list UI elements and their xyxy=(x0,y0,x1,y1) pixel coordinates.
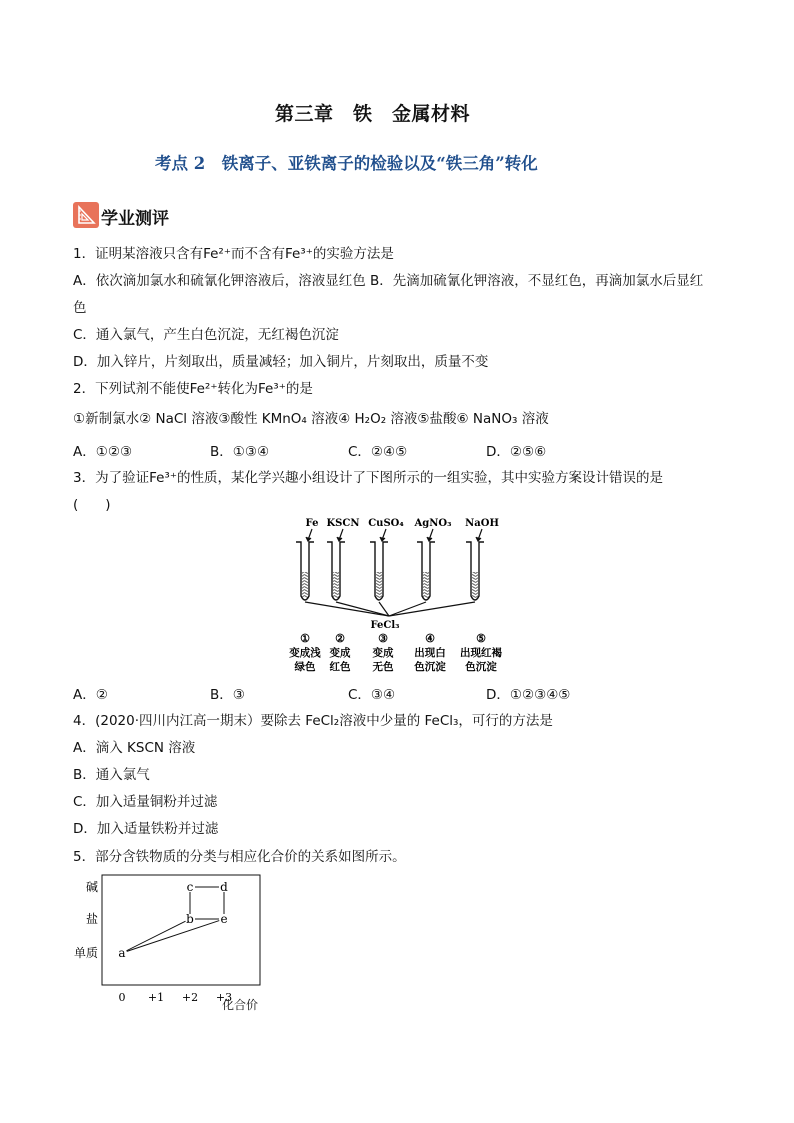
q1-option-c: C．通入氯气，产生白色沉淀，无红褐色沉淀 xyxy=(73,327,339,343)
y-label-element: 单质 xyxy=(73,946,98,960)
result-2-line2: 红色 xyxy=(329,661,351,673)
result-3-num: ③ xyxy=(378,632,388,645)
q3-option-b: B．③ xyxy=(210,687,245,703)
point-c: c xyxy=(186,880,194,894)
q3-paren: ( ) xyxy=(73,497,111,513)
reagent-label-cuso4: CuSO₄ xyxy=(368,518,404,529)
y-label-base: 碱 xyxy=(85,880,98,894)
q2-option-d: D．②⑤⑥ xyxy=(486,444,547,460)
q2-reagents: ①新制氯水② NaCl 溶液③酸性 KMnO₄ 溶液④ H₂O₂ 溶液⑤盐酸⑥ NaNO₃ 溶液 xyxy=(73,411,549,427)
result-5-line2: 色沉淀 xyxy=(465,661,497,673)
q1-stem: 1．证明某溶液只含有Fe²⁺而不含有Fe³⁺的实验方法是 xyxy=(73,246,394,262)
y-label-salt: 盐 xyxy=(85,912,98,926)
q3-option-a: A．② xyxy=(73,687,108,703)
q4-stem: 4．(2020·四川内江高一期末）要除去 FeCl₂溶液中少量的 FeCl₃，可行的方法是 xyxy=(73,713,553,729)
result-5-num: ⑤ xyxy=(476,632,486,645)
q2-option-c: C．②④⑤ xyxy=(348,444,408,460)
q1-option-ab: A．依次滴加氯水和硫氰化钾溶液后，溶液显红色 B．先滴加硫氰化钾溶液，不显红色，再滴加氯水后显红 xyxy=(73,273,704,289)
point-d: d xyxy=(220,880,228,894)
q3-option-d: D．①②③④⑤ xyxy=(486,687,571,703)
result-3-line2: 无色 xyxy=(372,661,394,673)
result-2-num: ② xyxy=(335,632,345,645)
point-a: a xyxy=(118,946,126,960)
q2-stem: 2．下列试剂不能使Fe²⁺转化为Fe³⁺的是 xyxy=(73,381,313,397)
q4-option-b: B．通入氯气 xyxy=(73,767,150,783)
q1-option-ab-cont: 色 xyxy=(73,300,87,316)
result-1-line1: 变成浅 xyxy=(289,647,321,659)
q5-x-axis-label: 化合价 xyxy=(222,998,259,1012)
x-tick-3: +3 xyxy=(215,991,233,1004)
result-1-num: ① xyxy=(300,632,310,645)
q5-valence-chart xyxy=(70,870,270,1010)
result-4-num: ④ xyxy=(425,632,435,645)
x-tick-2: +2 xyxy=(181,991,199,1004)
point-e: e xyxy=(220,912,228,926)
edge-a-e xyxy=(127,921,220,952)
point-b: b xyxy=(186,912,194,926)
section-label: 学业测评 xyxy=(101,209,169,229)
q3-stem: 3．为了验证Fe³⁺的性质，某化学兴趣小组设计了下图所示的一组实验，其中实验方案设计错误的是 xyxy=(73,470,663,486)
q4-option-c: C．加入适量铜粉并过滤 xyxy=(73,794,218,810)
q5-stem: 5．部分含铁物质的分类与相应化合价的关系如图所示。 xyxy=(73,849,406,865)
center-label-fecl3: FeCl₃ xyxy=(370,620,400,631)
x-tick-1: +1 xyxy=(147,991,165,1004)
result-5-line1: 出现红褐 xyxy=(460,647,502,659)
q3-option-c: C．③④ xyxy=(348,687,396,703)
q2-option-b: B．①③④ xyxy=(210,444,270,460)
edge-a-b xyxy=(126,921,185,951)
reagent-label-naoh: NaOH xyxy=(465,518,499,529)
reagent-label-kscn: KSCN xyxy=(326,518,360,529)
chapter-title: 第三章 铁 金属材料 xyxy=(275,103,471,125)
result-4-line2: 色沉淀 xyxy=(414,661,446,673)
q4-option-d: D．加入适量铁粉并过滤 xyxy=(73,821,219,837)
topic-title: 考点 2 铁离子、亚铁离子的检验以及“铁三角”转化 xyxy=(155,154,538,173)
reagent-label-agno3: AgNO₃ xyxy=(414,518,452,529)
result-3-line1: 变成 xyxy=(372,647,394,659)
ruler-triangle-icon xyxy=(73,202,99,228)
reagent-label-fe: Fe xyxy=(305,518,319,529)
q3-test-tube-figure xyxy=(285,514,525,674)
q1-option-d: D．加入锌片，片刻取出，质量减轻；加入铜片，片刻取出，质量不变 xyxy=(73,354,489,370)
q4-option-a: A．滴入 KSCN 溶液 xyxy=(73,740,196,756)
result-4-line1: 出现白 xyxy=(414,647,446,659)
x-tick-0: 0 xyxy=(118,991,126,1004)
q2-option-a: A．①②③ xyxy=(73,444,133,460)
result-1-line2: 绿色 xyxy=(294,661,316,673)
result-2-line1: 变成 xyxy=(329,647,351,659)
